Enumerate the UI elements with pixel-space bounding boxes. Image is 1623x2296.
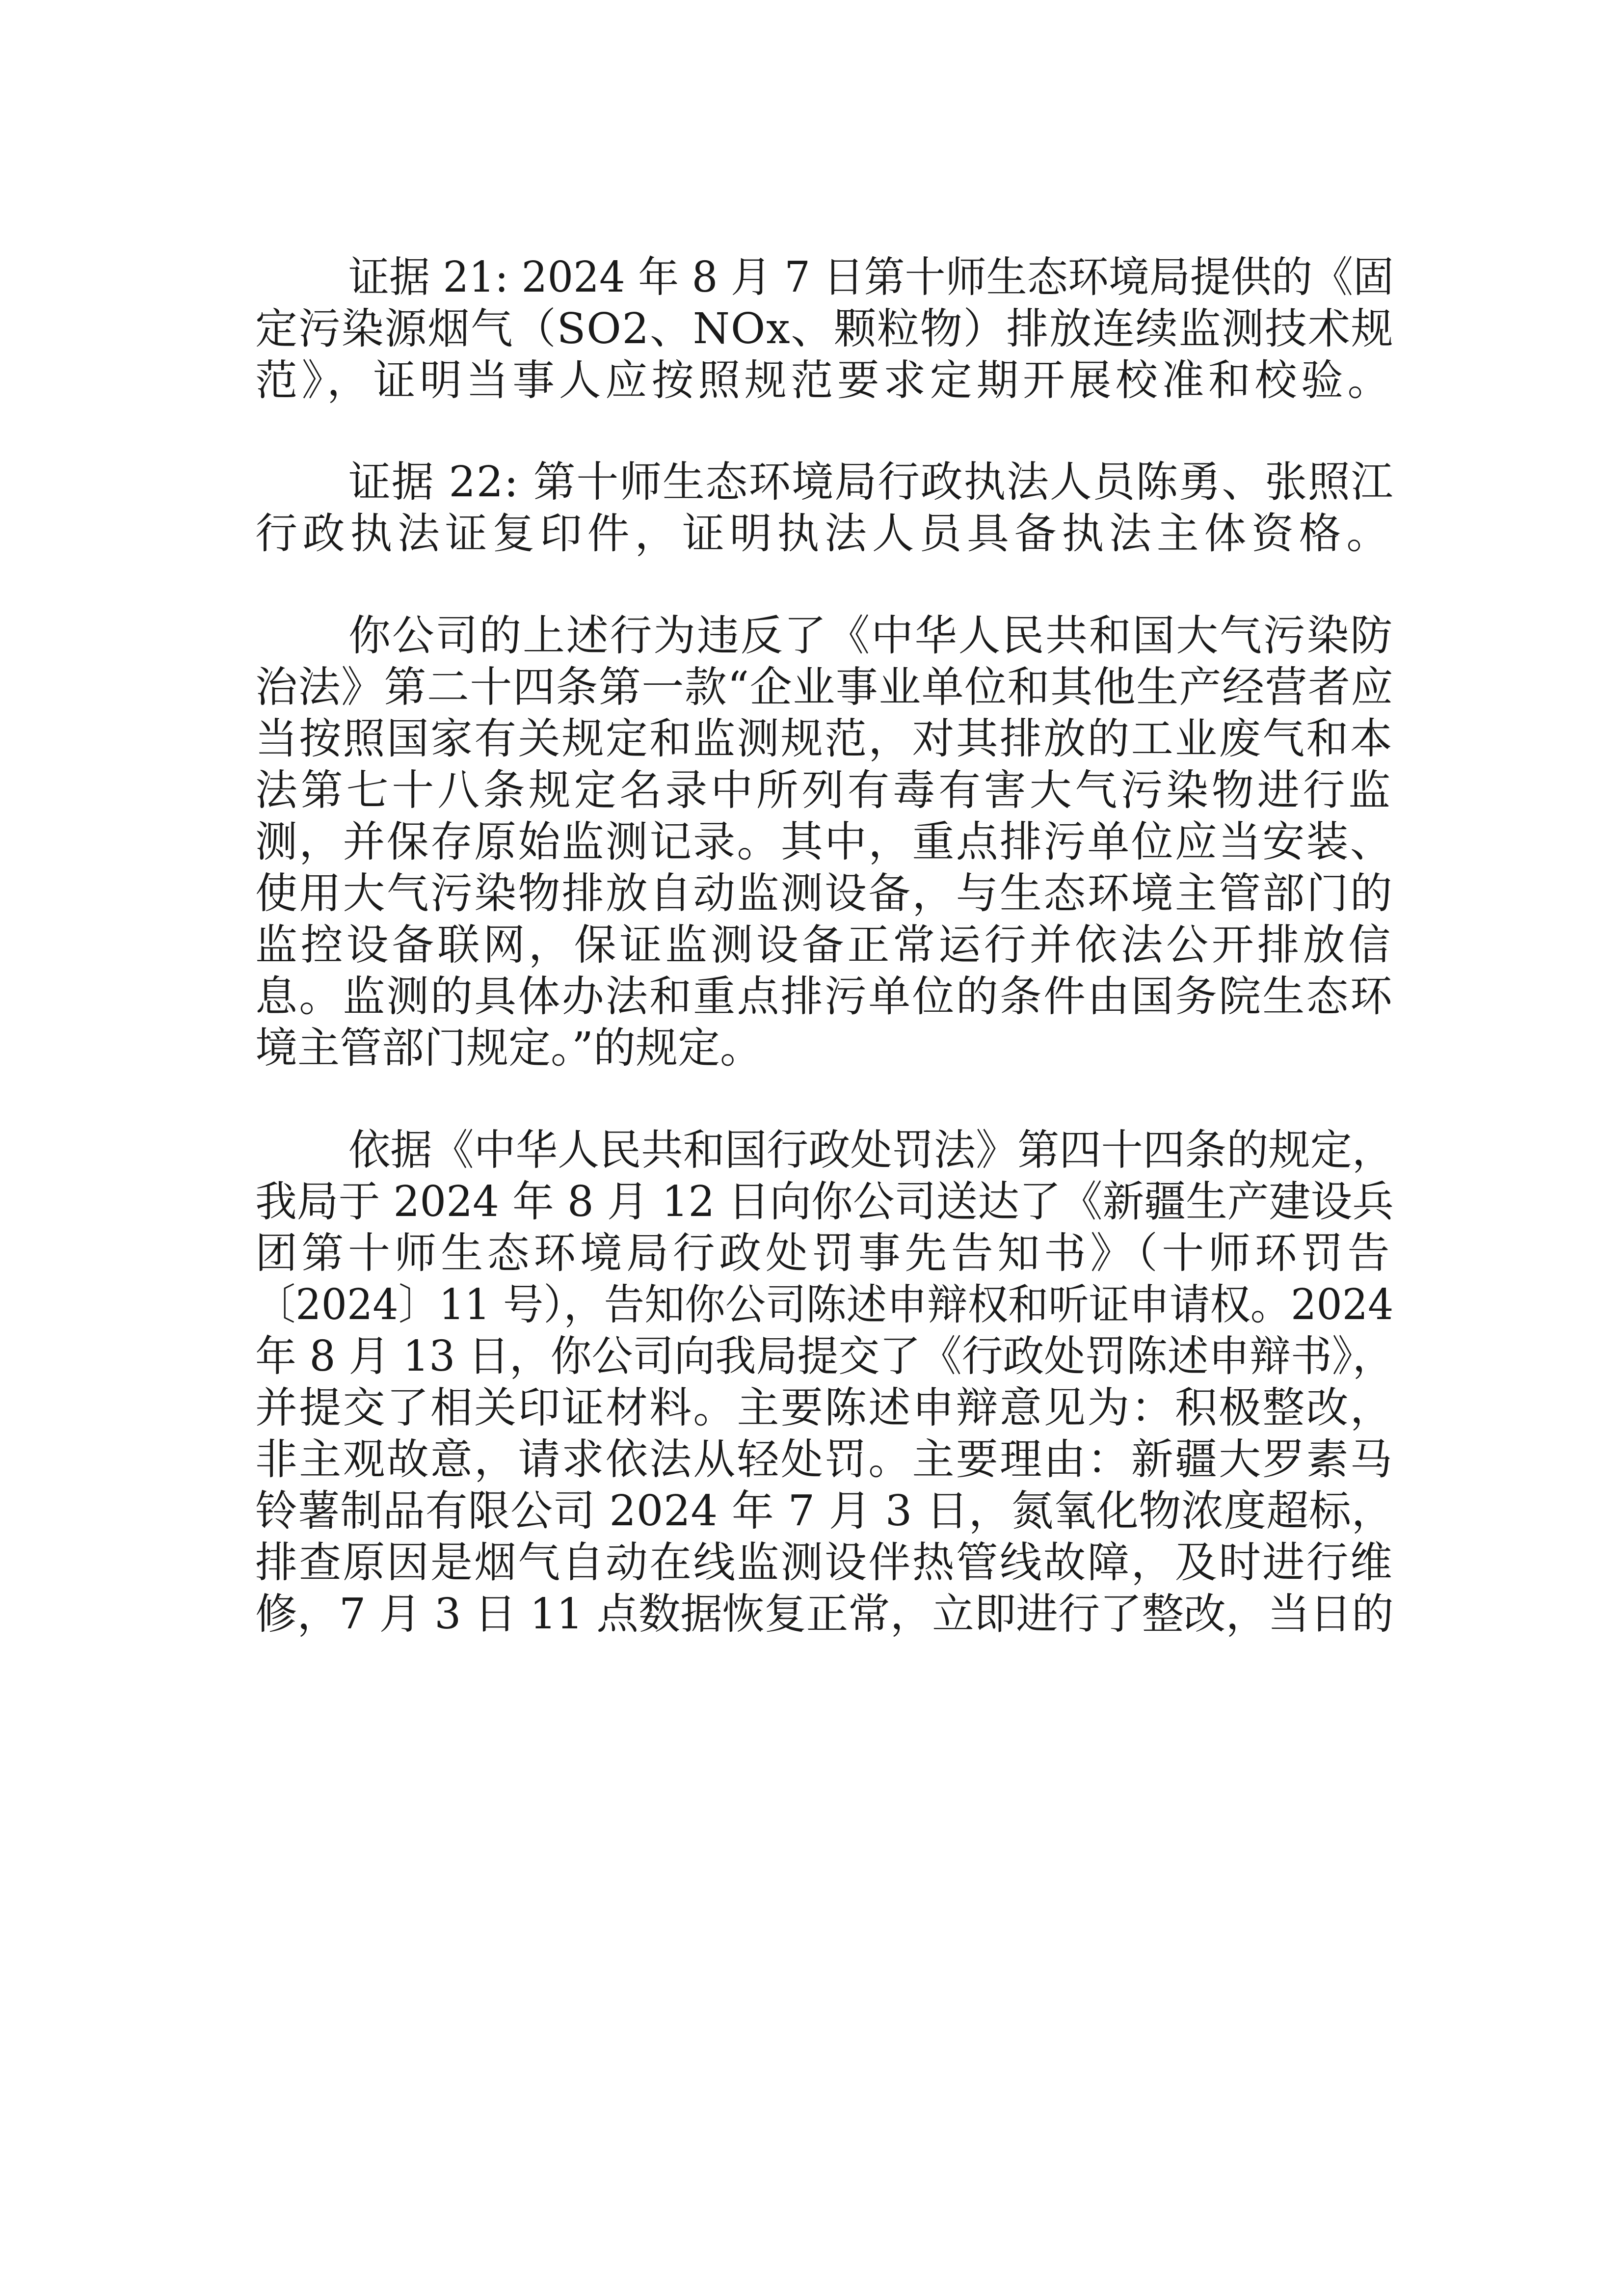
line-text: 息。监测的具体办法和重点排污单位的条件由国务院生态环 xyxy=(255,972,1394,1021)
text-line xyxy=(0,1381,1623,1435)
line-text: 修，7 月 3 日 11 点数据恢复正常，立即进行了整改，当日的 xyxy=(255,1590,1394,1639)
text-line xyxy=(0,1175,1623,1229)
line-text: 你公司的上述行为违反了《中华人民共和国大气污染防 xyxy=(348,611,1394,660)
line-text: 境主管部门规定。”的规定。 xyxy=(255,1024,762,1073)
line-text: 铃薯制品有限公司 2024 年 7 月 3 日，氮氧化物浓度超标， xyxy=(255,1486,1394,1536)
line-text: 定污染源烟气（SO2、NOx、颗粒物）排放连续监测技术规 xyxy=(255,304,1394,353)
line-text: 并提交了相关印证材料。主要陈述申辩意见为：积极整改， xyxy=(255,1383,1394,1432)
line-text: 监控设备联网，保证监测设备正常运行并依法公开排放信 xyxy=(255,920,1394,970)
text-line xyxy=(0,763,1623,817)
text-line xyxy=(0,815,1623,869)
text-line xyxy=(0,250,1623,304)
line-text: 依据《中华人民共和国行政处罚法》第四十四条的规定， xyxy=(348,1126,1394,1175)
text-line xyxy=(0,353,1623,407)
text-line xyxy=(0,455,1623,509)
text-line xyxy=(0,1226,1623,1280)
text-line xyxy=(0,918,1623,972)
line-text: 非主观故意，请求依法从轻处罚。主要理由：新疆大罗素马 xyxy=(255,1435,1394,1484)
text-line xyxy=(0,712,1623,766)
text-line xyxy=(0,660,1623,714)
line-text: 证据 21: 2024 年 8 月 7 日第十师生态环境局提供的《固 xyxy=(348,253,1394,302)
text-line xyxy=(0,1278,1623,1332)
text-line xyxy=(0,970,1623,1024)
line-text: 排查原因是烟气自动在线监测设伴热管线故障，及时进行维 xyxy=(255,1538,1394,1587)
text-line xyxy=(0,866,1623,920)
line-text: 〔2024〕11 号），告知你公司陈述申辩权和听证申请权。2024 xyxy=(255,1280,1394,1329)
text-line xyxy=(0,1123,1623,1177)
line-text: 测，并保存原始监测记录。其中，重点排污单位应当安装、 xyxy=(255,817,1394,866)
text-line xyxy=(0,1587,1623,1641)
line-text: 法第七十八条规定名录中所列有毒有害大气污染物进行监 xyxy=(255,766,1394,815)
text-line xyxy=(0,1021,1623,1075)
text-line xyxy=(0,609,1623,663)
line-text: 行政执法证复印件，证明执法人员具备执法主体资格。 xyxy=(255,509,1394,558)
text-line xyxy=(0,302,1623,356)
line-text: 范》，证明当事人应按照规范要求定期开展校准和校验。 xyxy=(255,356,1394,405)
text-line xyxy=(0,1484,1623,1538)
line-text: 使用大气污染物排放自动监测设备，与生态环境主管部门的 xyxy=(255,869,1394,918)
text-line xyxy=(0,1536,1623,1590)
line-text: 证据 22: 第十师生态环境局行政执法人员陈勇、张照江 xyxy=(348,458,1394,507)
text-line xyxy=(0,1432,1623,1486)
line-text: 当按照国家有关规定和监测规范，对其排放的工业废气和本 xyxy=(255,714,1394,763)
line-text: 团第十师生态环境局行政处罚事先告知书》（十师环罚告 xyxy=(255,1229,1394,1278)
text-line xyxy=(0,1329,1623,1383)
text-line xyxy=(0,507,1623,561)
line-text: 年 8 月 13 日，你公司向我局提交了《行政处罚陈述申辩书》， xyxy=(255,1332,1394,1381)
line-text: 我局于 2024 年 8 月 12 日向你公司送达了《新疆生产建设兵 xyxy=(255,1177,1394,1226)
line-text: 治法》第二十四条第一款“企业事业单位和其他生产经营者应 xyxy=(255,663,1394,712)
